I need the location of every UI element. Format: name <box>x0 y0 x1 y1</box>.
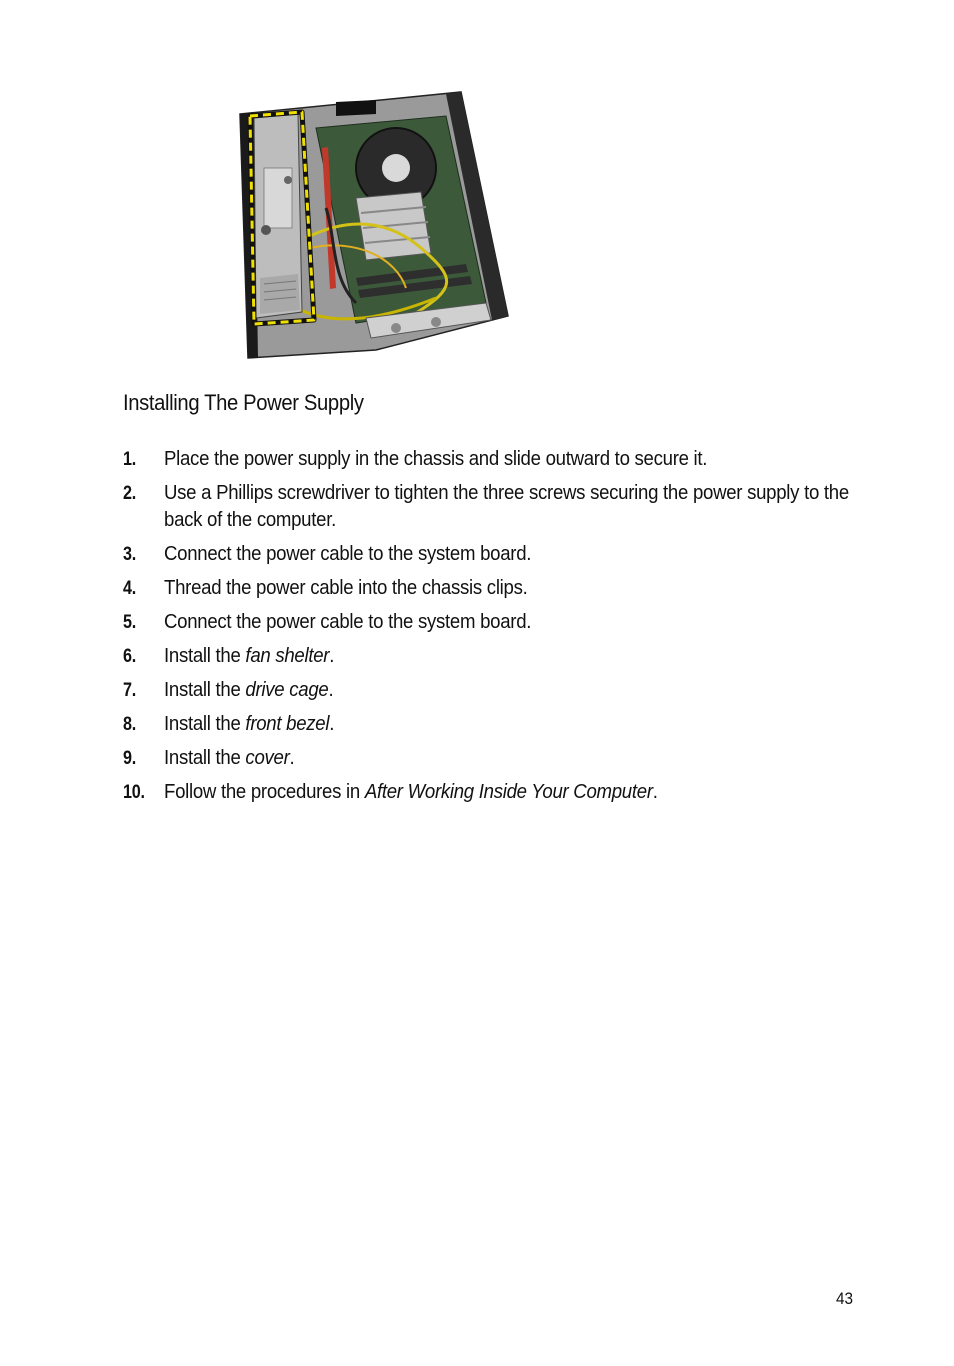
step-item <box>123 480 853 534</box>
step-number: 4. <box>123 578 136 599</box>
step-number: 8. <box>123 714 136 735</box>
cross-reference-cover: cover <box>245 747 290 769</box>
step-number: 7. <box>123 680 136 701</box>
step-text: Connect the power cable to the system board. <box>164 543 532 565</box>
step-number: 3. <box>123 544 136 565</box>
section-heading: Installing The Power Supply <box>123 390 364 415</box>
step-item <box>123 446 853 473</box>
step-number: 2. <box>123 483 136 504</box>
step-number: 6. <box>123 646 136 667</box>
step-item <box>123 677 853 704</box>
step-item <box>123 711 853 738</box>
cross-reference-front-bezel: front bezel <box>245 713 330 735</box>
step-text: Thread the power cable into the chassis clips. <box>164 577 528 599</box>
step-text: Install the cover. <box>164 747 295 769</box>
computer-chassis-illustration <box>236 88 516 360</box>
page-number: 43 <box>836 1289 854 1308</box>
step-number: 10. <box>123 782 145 803</box>
step-item <box>123 745 853 772</box>
step-text: Install the front bezel. <box>164 713 335 735</box>
step-number: 9. <box>123 748 136 769</box>
step-item <box>123 609 853 636</box>
power-supply-figure <box>236 88 516 360</box>
step-text: Install the fan shelter. <box>164 645 335 667</box>
installation-steps-list <box>123 446 853 813</box>
step-number: 1. <box>123 449 136 470</box>
step-item <box>123 779 853 806</box>
step-item <box>123 643 853 670</box>
step-item <box>123 575 853 602</box>
cross-reference-fan-shelter: fan shelter <box>245 645 330 667</box>
step-number: 5. <box>123 612 136 633</box>
step-text: Install the drive cage. <box>164 679 334 701</box>
step-text: Use a Phillips screwdriver to tighten the three screws securing the power supply to the back of the computer. <box>164 482 849 531</box>
step-item <box>123 541 853 568</box>
step-text: Follow the procedures in After Working Inside Your Computer. <box>164 781 658 803</box>
cross-reference-drive-cage: drive cage <box>245 679 329 701</box>
step-text: Place the power supply in the chassis and slide outward to secure it. <box>164 448 708 470</box>
step-text: Connect the power cable to the system board. <box>164 611 532 633</box>
cross-reference-after-working: After Working Inside Your Computer <box>364 781 653 803</box>
